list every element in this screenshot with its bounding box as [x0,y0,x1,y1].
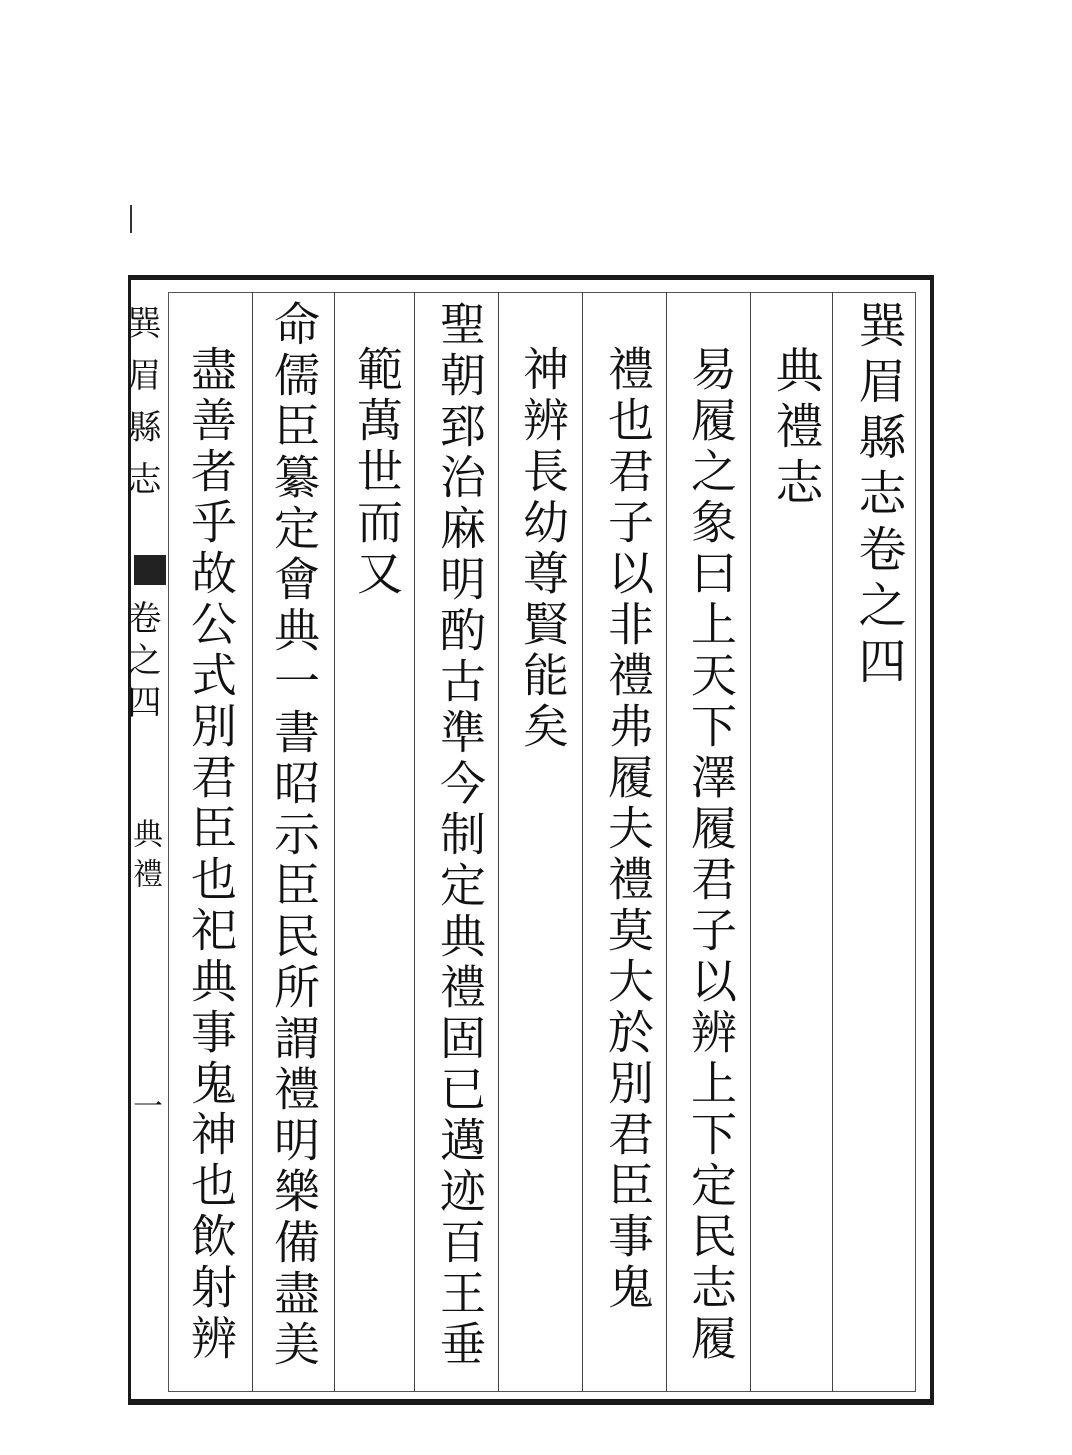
spine-page-number: 一 [127,1090,162,1120]
spine-title: 巽眉縣志 [121,305,161,513]
column-rule [832,292,833,1392]
fish-tail-mark [134,555,166,585]
volume-heading: 巽眉縣志卷之四 [850,300,906,692]
text-column-4: 聖朝郅治麻明酌古準今制定典禮固已邁迹百王垂 [433,300,487,1371]
text-column-3: 神辨長幼尊賢能矣 [516,345,570,753]
column-rule [582,292,583,1392]
column-rule [334,292,335,1392]
spine-volume: 卷之四 [121,600,161,726]
margin-mark [130,205,132,233]
column-rule [252,292,253,1392]
column-rule [750,292,751,1392]
text-column-1: 易履之象曰上天下澤履君子以辨上下定民志履 [684,345,738,1365]
column-rule [666,292,667,1392]
text-column-7: 盡善者乎故公式別君臣也祀典事鬼神也飲射辨 [184,345,238,1365]
spine-section: 典禮 [127,818,162,898]
text-column-2: 禮也君子以非禮弗履夫禮莫大於別君臣事鬼 [601,345,655,1314]
section-heading: 典禮志 [767,345,823,513]
text-column-5: 範萬世而又 [350,345,404,600]
column-rule [498,292,499,1392]
column-rule [414,292,415,1392]
text-column-6: 命儒臣纂定會典一書昭示臣民所謂禮明樂備盡美 [267,300,321,1371]
